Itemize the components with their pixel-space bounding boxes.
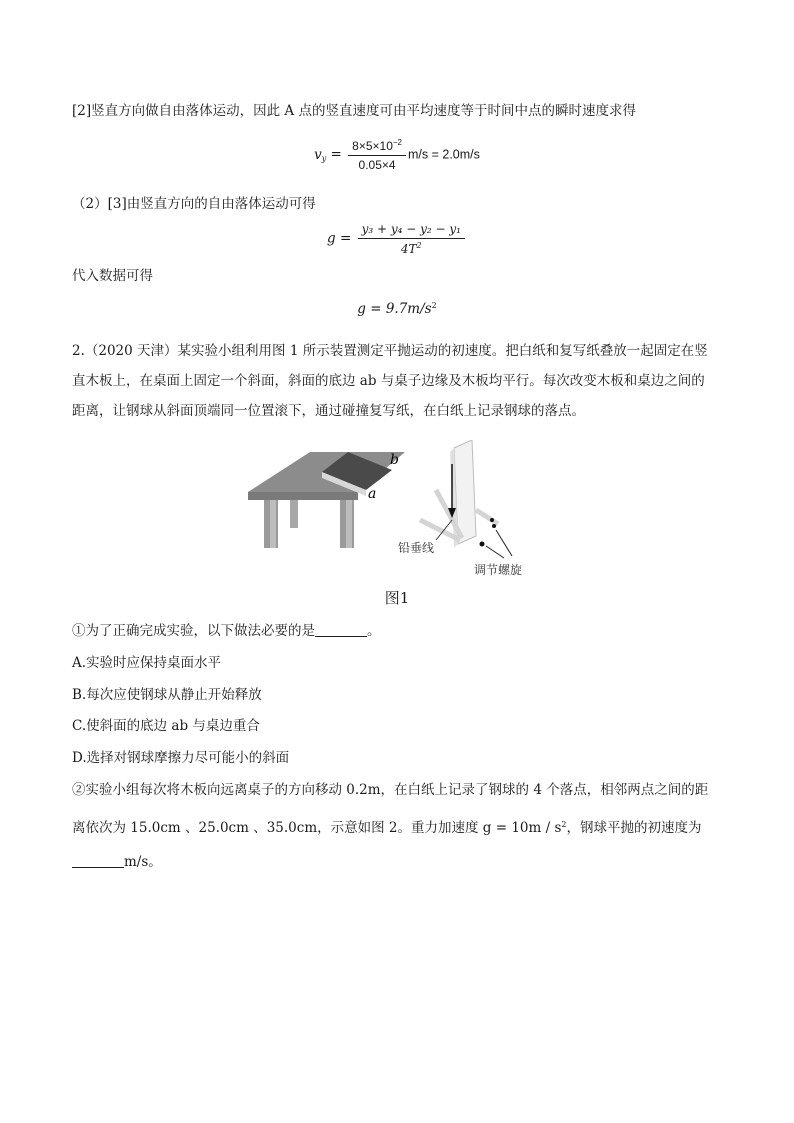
table-leg-highlight <box>270 500 276 548</box>
solution-line-2: [2]竖直方向做自由落体运动，因此 A 点的竖直速度可由平均速度等于时间中点的瞬时速度求得 <box>72 103 636 119</box>
eq1-fraction: $\frac{8\times 5\times 10^{-2}}{0.05\times 4}$ <box>348 138 406 172</box>
answer-blank-1[interactable] <box>315 622 367 637</box>
equation-vy <box>0 138 794 172</box>
eq2-fraction: $\frac{\text{y₃ + y₄ − y₂ − y₁}}{4T^2}$ <box>358 222 465 256</box>
label-a: a <box>368 486 377 502</box>
option-d: D.选择对钢球摩擦力尽可能小的斜面 <box>72 750 290 766</box>
apparatus-drawing <box>240 440 550 580</box>
table-leg-highlight <box>346 500 352 548</box>
solution-line-4: 代入数据可得 <box>72 268 153 284</box>
question-2-line-1: 2.（2020 天津）某实验小组利用图 1 所示装置测定平抛运动的初速度。把白纸和复写纸叠放一起固定在竖 <box>72 343 708 359</box>
label-b: b <box>390 452 399 468</box>
screw-leader <box>486 546 504 558</box>
board-stand <box>476 510 498 524</box>
table-edge <box>248 492 358 500</box>
screw-leader <box>496 530 512 556</box>
sub-question-1 <box>72 621 726 641</box>
question-2-line-3: 距离，让钢球从斜面顶端同一位置滚下，通过碰撞复写纸，在白纸上记录钢球的落点。 <box>72 403 585 419</box>
figure-1-apparatus <box>240 440 550 580</box>
sub2-line2-post: ，钢球平抛的初速度为 <box>566 820 702 836</box>
eq1-equals: = <box>326 146 347 163</box>
eq1-rhs: m/s = 2.0m/s <box>408 147 480 162</box>
sub-question-2-line-3 <box>72 852 726 872</box>
sub1-stem-end: 。 <box>367 623 381 639</box>
screw <box>480 542 485 547</box>
sub2-line2-sup: 2 <box>561 820 567 829</box>
label-plumb-line: 铅垂线 <box>398 541 435 555</box>
equation-g <box>0 222 794 256</box>
figure-1-caption: 图1 <box>384 589 410 607</box>
sub-question-2-line-2 <box>72 815 726 838</box>
sub2-line2-text: 离依次为 15.0cm 、25.0cm 、35.0cm，示意如图 2。重力加速度 g = 10m / s <box>72 820 562 836</box>
answer-blank-2[interactable] <box>72 853 124 868</box>
sub-question-2-line-1: ②实验小组每次将木板向远离桌子的方向移动 0.2m，在白纸上记录了钢球的 4 个落点，相邻两点之间的距 <box>72 782 709 798</box>
eq1-lhs: $v_y$ <box>314 146 327 163</box>
table-leg-back <box>290 500 298 528</box>
screw <box>490 518 494 522</box>
equation-g-value: $g = 9.7m/s^2$ <box>357 301 437 317</box>
solution-line-3: （2）[3]由竖直方向的自由落体运动可得 <box>72 196 316 212</box>
option-c: C.使斜面的底边 ab 与桌边重合 <box>72 718 260 734</box>
option-b: B.每次应使钢球从静止开始释放 <box>72 687 262 703</box>
eq2-lhs: g = <box>327 230 356 247</box>
sub1-stem: ①为了正确完成实验，以下做法必要的是 <box>72 623 315 639</box>
sub2-unit: m/s。 <box>124 854 162 870</box>
option-a: A.实验时应保持桌面水平 <box>72 655 222 671</box>
question-2-line-2: 直木板上，在桌面上固定一个斜面，斜面的底边 ab 与桌子边缘及木板均平行。每次改变木板和桌边之间的 <box>72 373 705 389</box>
label-adjusting-screw: 调节螺旋 <box>474 563 523 577</box>
screw <box>492 524 496 528</box>
